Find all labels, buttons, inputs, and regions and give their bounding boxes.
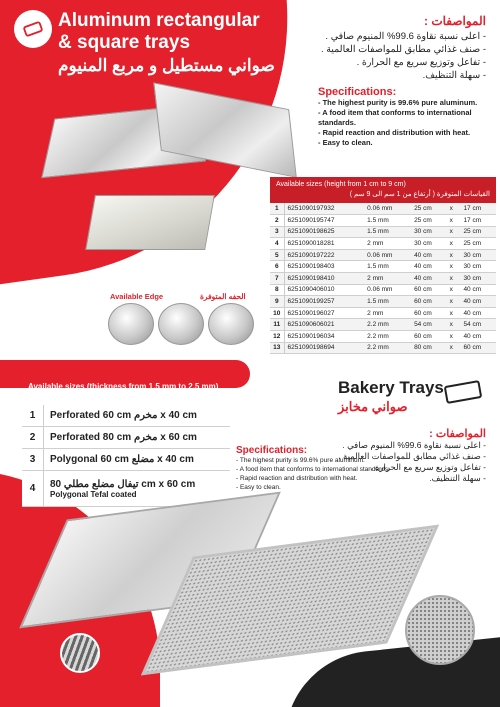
table-cell-thickness: 2.2 mm: [364, 331, 411, 343]
square-tray-image: [85, 195, 215, 250]
table-row: [270, 238, 496, 250]
table-cell-w: 30 cm: [411, 226, 447, 238]
table-cell-code: 6251090406010: [284, 284, 364, 296]
spec-ar-item: - اعلى نسبة نقاوة 99.6% المنيوم صافي .: [342, 440, 486, 450]
bakery-title: Bakery Trays: [338, 378, 444, 397]
table-cell-n: 12: [270, 331, 284, 343]
table-cell-h: 17 cm: [460, 215, 496, 227]
table-row: [270, 296, 496, 308]
spec-ar-item: - صنف غذائي مطابق للمواصفات العالمية .: [320, 44, 486, 55]
table-cell-w: 40 cm: [411, 273, 447, 285]
table-cell-n: 7: [270, 273, 284, 285]
section1-title-arabic: صواني مستطيل و مربع المنيوم: [58, 56, 275, 75]
table-cell-thickness: 2 mm: [364, 238, 411, 250]
bakery-sizes-header: [22, 380, 230, 404]
table-cell-thickness: 1.5 mm: [364, 226, 411, 238]
table-cell-x: x: [447, 331, 461, 343]
bakery-sizes-header-ar: القياسات المتوفرة (سماكة من 1.5 ملم الى 2.5 ملم ): [49, 393, 224, 402]
row-number: 1: [22, 405, 44, 426]
table-cell-code: 6251090606021: [284, 319, 364, 331]
table-cell-x: x: [447, 273, 461, 285]
section1-spec-en-list: [318, 98, 496, 148]
section1-title: [58, 10, 260, 54]
table-cell-n: 9: [270, 296, 284, 308]
row-description: Polygonal 60 cm مضلع x 40 cm: [50, 454, 194, 465]
table-cell-code: 6251090198410: [284, 273, 364, 285]
table-row: [270, 331, 496, 343]
row-description: Perforated 60 cm مخرم x 40 cm: [50, 410, 197, 421]
table-cell-h: 30 cm: [460, 249, 496, 261]
table-cell-w: 60 cm: [411, 296, 447, 308]
table-cell-w: 60 cm: [411, 331, 447, 343]
row-number: 3: [22, 449, 44, 470]
table-cell-thickness: 2 mm: [364, 273, 411, 285]
table-cell-thickness: 1.5 mm: [364, 296, 411, 308]
table-cell-w: 54 cm: [411, 319, 447, 331]
table-cell-n: 3: [270, 226, 284, 238]
table-cell-h: 60 cm: [460, 342, 496, 354]
table-cell-code: 6251090198694: [284, 342, 364, 354]
bakery-sizes-table: [22, 405, 230, 507]
table-cell-w: 40 cm: [411, 249, 447, 261]
section2-spec-en-title: Specifications:: [236, 445, 308, 456]
available-edge-label-ar: الحفه المتوفرة: [200, 292, 246, 301]
spec-en-item: - A food item that conforms to international standards.: [318, 108, 472, 127]
bakery-sizes-header-en: Available sizes (thickness from 1.5 mm to 2.5 mm): [28, 382, 219, 391]
table-cell-n: 8: [270, 284, 284, 296]
table-cell-n: 10: [270, 307, 284, 319]
table-cell-x: x: [447, 238, 461, 250]
table-cell-h: 40 cm: [460, 307, 496, 319]
spec-ar-item: - صنف غذائي مطابق للمواصفات العالمية .: [338, 451, 486, 461]
table-row: [22, 449, 230, 471]
edge-sample-image: [208, 303, 254, 345]
table-cell-thickness: 2.2 mm: [364, 319, 411, 331]
sizes-header-ar: القياسات المتوفرة ( أرتفاع من 1 سم الى 9 سم ): [349, 191, 490, 198]
table-row: [270, 319, 496, 331]
table-row: [270, 226, 496, 238]
spec-en-item: - The highest purity is 99.6% pure aluminum.: [236, 457, 365, 464]
table-cell-w: 80 cm: [411, 342, 447, 354]
bakery-tray-icon: [440, 376, 486, 408]
row-description-main: تيفال مضلع مطلي 80 cm x 60 cm: [50, 478, 196, 490]
table-row: [270, 284, 496, 296]
table-cell-w: 30 cm: [411, 238, 447, 250]
table-cell-h: 40 cm: [460, 284, 496, 296]
table-cell-x: x: [447, 249, 461, 261]
table-row: [22, 427, 230, 449]
table-cell-n: 6: [270, 261, 284, 273]
spec-ar-item: - سهلة التنظيف.: [429, 473, 486, 483]
table-cell-thickness: 0.06 mm: [364, 203, 411, 215]
section1-spec-ar-title: المواصفات :: [423, 14, 486, 28]
section1-spec-ar-list: [266, 30, 486, 82]
table-cell-code: 6251090198403: [284, 261, 364, 273]
table-cell-w: 25 cm: [411, 203, 447, 215]
table-row: [22, 405, 230, 427]
table-cell-code: 6251090018281: [284, 238, 364, 250]
spec-en-item: - Rapid reaction and distribution with heat.: [318, 128, 471, 137]
table-cell-code: 6251090198625: [284, 226, 364, 238]
polygonal-detail-image: [60, 633, 100, 673]
table-cell-code: 6251090196027: [284, 307, 364, 319]
table-cell-thickness: 1.5 mm: [364, 215, 411, 227]
table-cell-w: 40 cm: [411, 261, 447, 273]
table-cell-h: 30 cm: [460, 273, 496, 285]
table-cell-h: 25 cm: [460, 238, 496, 250]
spec-en-item: - Easy to clean.: [236, 484, 281, 491]
table-cell-thickness: 0.06 mm: [364, 249, 411, 261]
table-row: [270, 273, 496, 285]
section2-spec-en-list: [236, 456, 416, 492]
spec-ar-item: - تفاعل وتوزيع سريع مع الحرارة .: [356, 57, 486, 68]
table-cell-h: 30 cm: [460, 261, 496, 273]
table-cell-x: x: [447, 203, 461, 215]
table-cell-code: 6251090196034: [284, 331, 364, 343]
table-cell-w: 60 cm: [411, 307, 447, 319]
table-cell-n: 1: [270, 203, 284, 215]
spec-ar-item: - تفاعل وتوزيع سريع مع الحرارة .: [370, 462, 486, 472]
table-cell-x: x: [447, 342, 461, 354]
sizes-header-en: Available sizes (height from 1 cm to 9 cm): [276, 181, 406, 188]
sizes-table-header: [270, 177, 496, 203]
spec-en-item: - Easy to clean.: [318, 138, 373, 147]
table-cell-code: 6251090197222: [284, 249, 364, 261]
table-cell-n: 2: [270, 215, 284, 227]
table-cell-w: 60 cm: [411, 284, 447, 296]
section2-spec-ar-title: المواصفات :: [429, 428, 486, 440]
table-cell-code: 6251090199257: [284, 296, 364, 308]
section1-title-line1: Aluminum rectangular: [58, 10, 260, 31]
table-cell-x: x: [447, 284, 461, 296]
section1-spec-en-title: Specifications:: [318, 86, 397, 98]
table-cell-h: 40 cm: [460, 331, 496, 343]
table-cell-n: 11: [270, 319, 284, 331]
edge-sample-image: [108, 303, 154, 345]
table-cell-x: x: [447, 226, 461, 238]
table-cell-thickness: 1.5 mm: [364, 261, 411, 273]
spec-en-item: - Rapid reaction and distribution with heat.: [236, 475, 358, 482]
row-number: 2: [22, 427, 44, 448]
table-cell-n: 4: [270, 238, 284, 250]
table-cell-n: 5: [270, 249, 284, 261]
spec-ar-item: - سهلة التنظيف.: [422, 70, 486, 81]
table-row: [270, 203, 496, 215]
table-cell-x: x: [447, 307, 461, 319]
table-cell-thickness: 2.2 mm: [364, 342, 411, 354]
table-row: [270, 249, 496, 261]
row-description: Perforated 80 cm مخرم x 60 cm: [50, 432, 197, 443]
table-cell-w: 25 cm: [411, 215, 447, 227]
table-row: [270, 215, 496, 227]
row-description: [44, 479, 230, 499]
table-cell-h: 25 cm: [460, 226, 496, 238]
available-edge-label: Available Edge: [110, 292, 164, 301]
spec-en-item: - A food item that conforms to international standards.: [236, 466, 390, 473]
table-cell-thickness: 2 mm: [364, 307, 411, 319]
section1-title-line2: & square trays: [58, 32, 191, 53]
table-cell-code: 6251090195747: [284, 215, 364, 227]
row-number: 4: [22, 471, 44, 506]
table-cell-code: 6251090197932: [284, 203, 364, 215]
table-cell-h: 40 cm: [460, 296, 496, 308]
table-cell-x: x: [447, 261, 461, 273]
table-cell-h: 17 cm: [460, 203, 496, 215]
tray-logo-icon: [14, 10, 52, 48]
table-row: [270, 261, 496, 273]
spec-ar-item: - اعلى نسبة نقاوة 99.6% المنيوم صافي .: [325, 31, 486, 42]
table-cell-thickness: 0.06 mm: [364, 284, 411, 296]
sizes-table: [270, 203, 496, 354]
table-cell-x: x: [447, 319, 461, 331]
table-cell-x: x: [447, 296, 461, 308]
row-description-sub: Polygonal Tefal coated: [50, 489, 137, 499]
perforated-detail-image: [405, 595, 475, 665]
table-cell-h: 54 cm: [460, 319, 496, 331]
edge-sample-image: [158, 303, 204, 345]
table-row: [270, 307, 496, 319]
bakery-title-arabic: صواني مخابز: [338, 399, 408, 414]
spec-en-item: - The highest purity is 99.6% pure aluminum.: [318, 98, 478, 107]
table-row: [270, 342, 496, 354]
table-cell-x: x: [447, 215, 461, 227]
table-cell-n: 13: [270, 342, 284, 354]
